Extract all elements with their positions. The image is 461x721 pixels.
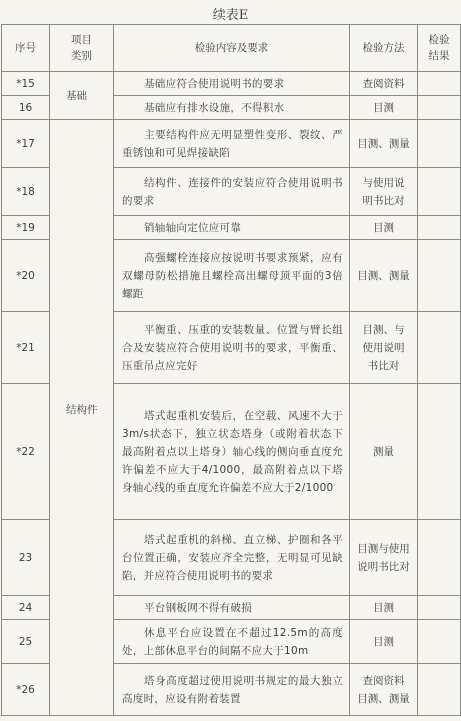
row-seq: *22 (2, 384, 50, 520)
row-method: 目测、测量 (350, 120, 418, 168)
row-method: 目测 (350, 620, 418, 664)
table-row (2, 72, 461, 96)
row-seq: *20 (2, 240, 50, 312)
row-desc: 平台钢板网不得有破损 (114, 596, 350, 620)
row-desc: 销轴轴向定位应可靠 (114, 216, 350, 240)
row-seq: 25 (2, 620, 50, 664)
row-desc: 结构件、连接件的安装应符合使用说明书的要求 (114, 168, 350, 216)
row-result (418, 312, 461, 384)
row-desc: 基础应有排水设施，不得积水 (114, 96, 350, 120)
header-seq: 序号 (2, 25, 50, 72)
row-seq: 24 (2, 596, 50, 620)
row-result (418, 168, 461, 216)
row-result (418, 240, 461, 312)
category-structure: 结构件 (50, 120, 114, 716)
row-method: 目测 (350, 596, 418, 620)
row-seq: 23 (2, 520, 50, 596)
row-method: 目测、测量 (350, 240, 418, 312)
row-desc: 塔式起重机的斜梯、直立梯、护圈和各平台位置正确，安装应齐全完整，无明显可见缺陷，并应符合使用说明书的要求 (114, 520, 350, 596)
inspection-table (1, 24, 461, 716)
row-seq: *19 (2, 216, 50, 240)
row-method: 目测与使用 说明书比对 (350, 520, 418, 596)
row-desc: 平衡重、压重的安装数量、位置与臂长组合及安装应符合使用说明书的要求，平衡重、压重吊点应完好 (114, 312, 350, 384)
row-desc: 主要结构件应无明显塑性变形、裂纹、严重锈蚀和可见焊接缺陷 (114, 120, 350, 168)
header-content: 检验内容及要求 (114, 25, 350, 72)
row-desc: 基础应符合使用说明书的要求 (114, 72, 350, 96)
row-desc: 塔身高度超过使用说明书规定的最大独立高度时，应设有附着装置 (114, 664, 350, 716)
row-result (418, 120, 461, 168)
row-method: 目测、与 使用说明 书比对 (350, 312, 418, 384)
row-result (418, 620, 461, 664)
header-result: 检验 结果 (418, 25, 461, 72)
row-result (418, 96, 461, 120)
header-row (2, 25, 461, 72)
row-seq: *21 (2, 312, 50, 384)
row-method: 查阅资料 目测、测量 (350, 664, 418, 716)
row-method: 与使用说 明书比对 (350, 168, 418, 216)
row-seq: *15 (2, 72, 50, 96)
row-method: 目测 (350, 216, 418, 240)
row-desc: 塔式起重机安装后，在空载、风速不大于3m/s状态下，独立状态塔身（或附着状态下最高附着点以上塔身）轴心线的侧向垂直度允许偏差不应大于4/1000，最高附着点以下塔身轴心线的垂直度允许偏差不应大于2/1000 (114, 384, 350, 520)
row-result (418, 596, 461, 620)
table-title: 续表E (212, 8, 249, 23)
row-result (418, 384, 461, 520)
row-seq: *26 (2, 664, 50, 716)
table-row (2, 120, 461, 168)
header-method: 检验方法 (350, 25, 418, 72)
row-result (418, 520, 461, 596)
row-seq: 16 (2, 96, 50, 120)
row-desc: 休息平台应设置在不超过12.5m的高度处，上部休息平台的间隔不应大于10m (114, 620, 350, 664)
row-seq: *17 (2, 120, 50, 168)
category-foundation: 基础 (50, 72, 114, 120)
row-method: 测量 (350, 384, 418, 520)
row-result (418, 72, 461, 96)
row-result (418, 664, 461, 716)
row-result (418, 216, 461, 240)
row-desc: 高强螺栓连接应按说明书要求预紧，应有双螺母防松措施且螺栓高出螺母顶平面的3倍螺距 (114, 240, 350, 312)
row-seq: *18 (2, 168, 50, 216)
row-method: 目测 (350, 96, 418, 120)
row-method: 查阅资料 (350, 72, 418, 96)
header-category: 项目 类别 (50, 25, 114, 72)
